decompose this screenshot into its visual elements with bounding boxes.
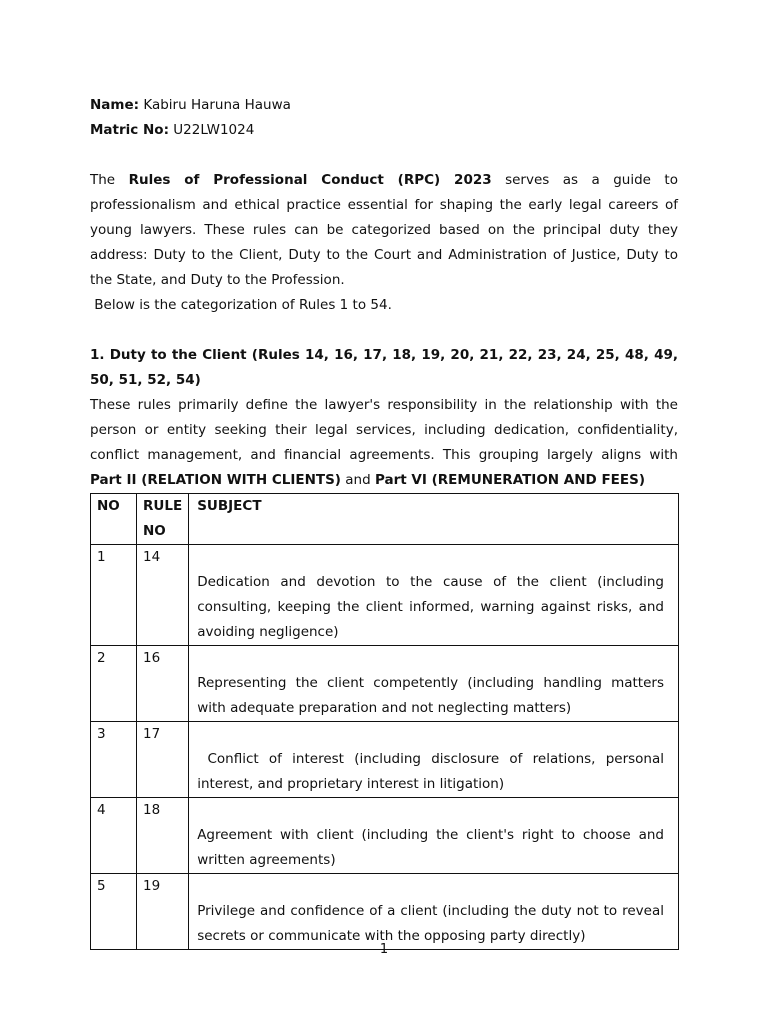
table-row xyxy=(91,722,679,798)
matric-line: Matric No: U22LW1024 xyxy=(90,122,255,138)
row-no: 5 xyxy=(91,874,137,950)
part-vi-ref: Part VI (REMUNERATION AND FEES) xyxy=(374,472,646,488)
name-line: Name: Kabiru Haruna Hauwa xyxy=(90,97,291,113)
document-page xyxy=(90,93,678,950)
table-row xyxy=(91,646,679,722)
categorization-note: Below is the categorization of Rules 1 to 54. xyxy=(90,297,392,313)
table-header-row xyxy=(91,494,679,545)
section-heading-duty-to-client: 1. Duty to the Client (Rules 14, 16, 17, 18, 19, 20, 21, 22, 23, 24, 25, 48, 49, 50, 51, 52, 54) xyxy=(90,347,678,388)
name-value: Kabiru Haruna Hauwa xyxy=(143,97,291,113)
header-subject: SUBJECT xyxy=(189,494,679,545)
row-rule: 16 xyxy=(137,646,189,722)
header-rule-no: RULE NO xyxy=(137,494,189,545)
row-rule: 17 xyxy=(137,722,189,798)
row-subject: Privilege and confidence of a client (including the duty not to reveal secrets or communicate with the opposing party directly) xyxy=(197,903,664,944)
section-description: These rules primarily define the lawyer's responsibility in the relationship with the person or entity seeking their legal services, including dedication, confidentiality, conflict management, and financial agreements. This grouping largely aligns with Part II (RELATION WITH CLIENTS) and Part VI (REMUNERATION AND FEES) xyxy=(90,397,678,488)
row-subject: Representing the client competently (including handling matters with adequate preparation and not neglecting matters) xyxy=(197,675,664,716)
row-no: 1 xyxy=(91,545,137,646)
row-subject: Agreement with client (including the client's right to choose and written agreements) xyxy=(197,827,664,868)
row-rule: 19 xyxy=(137,874,189,950)
row-rule: 14 xyxy=(137,545,189,646)
row-no: 4 xyxy=(91,798,137,874)
rpc-title: Rules of Professional Conduct (RPC) 2023 xyxy=(128,172,492,188)
intro-paragraph: The Rules of Professional Conduct (RPC) 2023 serves as a guide to professionalism and ethical practice essential for shaping the early legal careers of young lawyers. These rules can be categorized based on the principal duty they address: Duty to the Client, Duty to the Court and Administration of Justice, Duty to the State, and Duty to the Profession. xyxy=(90,172,678,288)
row-rule: 18 xyxy=(137,798,189,874)
rules-table xyxy=(90,493,679,950)
matric-value: U22LW1024 xyxy=(173,122,255,138)
page-number: 1 xyxy=(379,942,389,957)
matric-label: Matric No xyxy=(90,122,164,138)
part-ii-ref: Part II (RELATION WITH CLIENTS) xyxy=(90,472,341,488)
table-row xyxy=(91,798,679,874)
row-no: 2 xyxy=(91,646,137,722)
row-subject: Conflict of interest (including disclosure of relations, personal interest, and proprietary interest in litigation) xyxy=(197,751,669,792)
row-no: 3 xyxy=(91,722,137,798)
table-row xyxy=(91,874,679,950)
row-subject: Dedication and devotion to the cause of the client (including consulting, keeping the client informed, warning against risks, and avoiding negligence) xyxy=(197,574,664,640)
name-label: Name xyxy=(90,97,134,113)
header-no: NO xyxy=(91,494,137,545)
table-row xyxy=(91,545,679,646)
